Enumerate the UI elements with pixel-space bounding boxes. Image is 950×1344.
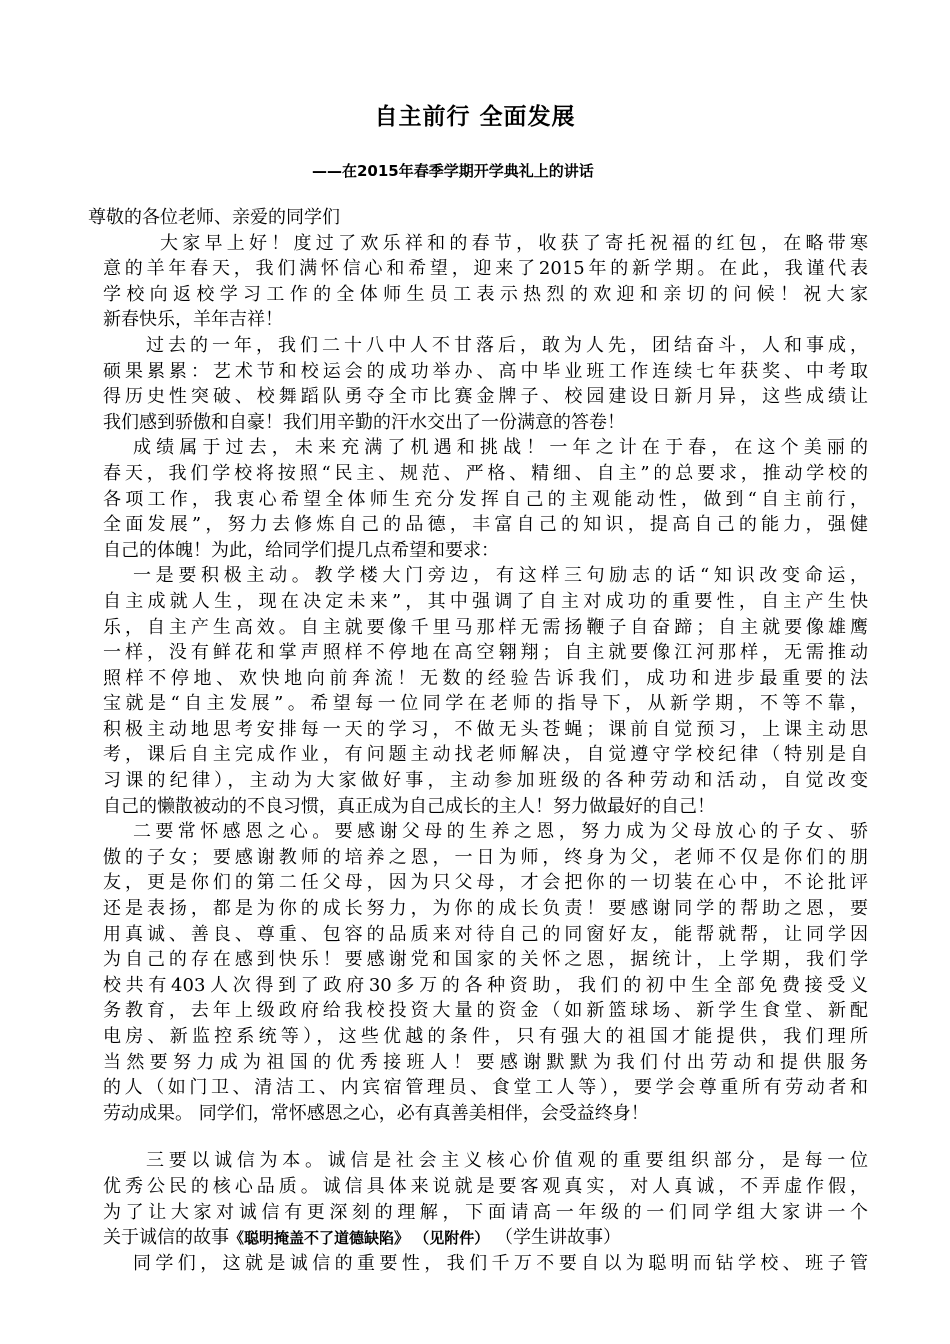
paragraph-line: 成绩属于过去，未来充满了机遇和挑战！一年之计在于春，在这个美丽的 — [133, 437, 868, 459]
paragraph-line: 傲的子女；要感谢教师的培养之恩，一日为师，终身为父，老师不仅是你们的朋 — [103, 846, 868, 868]
paragraph-line: 过去的一年，我们二十八中人不甘落后，敢为人先，团结奋斗，人和事成， — [146, 334, 868, 356]
paragraph-line: 照样不停地、欢快地向前奔流！无数的经验告诉我们，成功和进步最重要的法 — [103, 667, 868, 689]
paragraph-line: 乐，自主产生高效。自主就要像千里马那样无需扬鞭子自奋蹄；自主就要像雄鹰 — [103, 616, 868, 638]
paragraph-line: 务教育，去年上级政府给我校投资大量的资金（如新篮球场、新学生食堂、新配 — [103, 1000, 868, 1022]
paragraph-line: 积极主动地思考安排每一天的学习，不做无头苍蝇；课前自觉预习，上课主动思 — [103, 718, 868, 740]
paragraph-line: 优秀公民的核心品质。诚信具体来说就是要客观真实，对人真诚，不弄虚作假， — [103, 1175, 868, 1197]
paragraph-line: 为自己的存在感到快乐！要感谢党和国家的关怀之恩，据统计，上学期，我们学 — [103, 949, 868, 971]
paragraph-line: 学校向返校学习工作的全体师生员工表示热烈的欢迎和亲切的问候！祝大家 — [103, 283, 868, 305]
paragraph-line: 各项工作，我衷心希望全体师生充分发挥自己的主观能动性，做到“自主前行， — [103, 488, 868, 510]
paragraph-line: 春天，我们学校将按照“民主、规范、严格、精细、自主”的总要求，推动学校的 — [103, 462, 868, 484]
paragraph-line: 硕果累累：艺术节和校运会的成功举办、高中毕业班工作连续七年获奖、中考取 — [103, 360, 868, 382]
story-title: 《聪明掩盖不了道德缺陷》 （见附件） — [229, 1229, 490, 1248]
speech-body — [88, 205, 868, 1276]
paragraph-line: 得历史性突破、校舞蹈队勇夺全市比赛金牌子、校园建设日新月异，这些成绩让 — [103, 386, 868, 408]
story-note: （学生讲故事） — [489, 1227, 621, 1249]
paragraph-line: 劳动成果。 同学们，常怀感恩之心，必有真善美相伴，会受益终身！ — [103, 1102, 649, 1124]
paragraph-line: 用真诚、善良、尊重、包容的品质来对待自己的同窗好友，能帮就帮，让同学因 — [103, 923, 868, 945]
paragraph-line: 还是表扬，都是为你的成长努力，为你的成长负责！要感谢同学的帮助之恩，要 — [103, 898, 868, 920]
paragraph-line: 我们感到骄傲和自豪！我们用辛勤的汗水交出了一份满意的答卷！ — [103, 411, 625, 433]
paragraph-line: 的人（如门卫、清洁工、内宾宿管理员、食堂工人等），要学会尊重所有劳动者和 — [103, 1077, 868, 1099]
paragraph-line: 意的羊年春天，我们满怀信心和希望，迎来了2015年的新学期。在此，我谨代表 — [103, 258, 868, 280]
paragraph-line: 校共有403人次得到了政府30多万的各种资助，我们的初中生全部免费接受义 — [103, 974, 868, 996]
paragraph-line: 友，更是你们的第二任父母，因为只父母，才会把你的一切装在心中，不论批评 — [103, 872, 868, 894]
paragraph-line: 新春快乐，羊年吉祥！ — [103, 309, 283, 331]
paragraph-line: 自主成就人生，现在决定未来”，其中强调了自主对成功的重要性，自主产生快 — [103, 590, 868, 612]
paragraph-line: 考，课后自主完成作业，有问题主动找老师解决，自觉遵守学校纪律（特别是自 — [103, 744, 868, 766]
story-intro: 关于诚信的故事 — [103, 1227, 229, 1249]
paragraph-line: 自己的懒散被动的不良习惯，真正成为自己成长的主人！努力做最好的自己！ — [103, 795, 715, 817]
paragraph-line: 一是要积极主动。教学楼大门旁边，有这样三句励志的话“知识改变命运， — [133, 565, 868, 587]
paragraph-line: 一样，没有鲜花和掌声照样不停地在高空翱翔；自主就要像江河那样，无需推动 — [103, 642, 868, 664]
paragraph-line — [88, 1225, 868, 1251]
paragraph-line: 宝就是“自主发展”。希望每一位同学在老师的指导下，从新学期，不等不靠， — [103, 693, 868, 715]
paragraph-line: 电房、新监控系统等），这些优越的条件，只有强大的祖国才能提供，我们理所 — [103, 1026, 868, 1047]
paragraph-line: 二要常怀感恩之心。要感谢父母的生养之恩，努力成为父母放心的子女、骄 — [133, 821, 868, 843]
paragraph-line: 为了让大家对诚信有更深刻的理解，下面请高一年级的一们同学组大家讲一个 — [103, 1201, 868, 1223]
paragraph-line: 习课的纪律），主动为大家做好事，主动参加班级的各种劳动和活动，自觉改变 — [103, 770, 868, 792]
page-title: 自主前行 全面发展 — [374, 104, 576, 130]
paragraph-line: 当然要努力成为祖国的优秀接班人！要感谢默默为我们付出劳动和提供服务 — [103, 1051, 868, 1073]
paragraph-line: 自己的体魄！为此，给同学们提几点希望和要求： — [103, 539, 499, 561]
paragraph-line: 三要以诚信为本。诚信是社会主义核心价值观的重要组织部分，是每一位 — [146, 1150, 868, 1172]
paragraph-line: 同学们，这就是诚信的重要性，我们千万不要自以为聪明而钻学校、班子管 — [133, 1252, 868, 1274]
page-subtitle: ——在2015年春季学期开学典礼上的讲话 — [312, 162, 594, 180]
paragraph-line: 大家早上好！度过了欢乐祥和的春节，收获了寄托祝福的红包，在略带寒 — [160, 232, 868, 254]
salutation: 尊敬的各位老师、亲爱的同学们 — [88, 207, 340, 228]
paragraph-line: 全面发展”，努力去修炼自己的品德，丰富自己的知识，提高自己的能力，强健 — [103, 514, 868, 536]
